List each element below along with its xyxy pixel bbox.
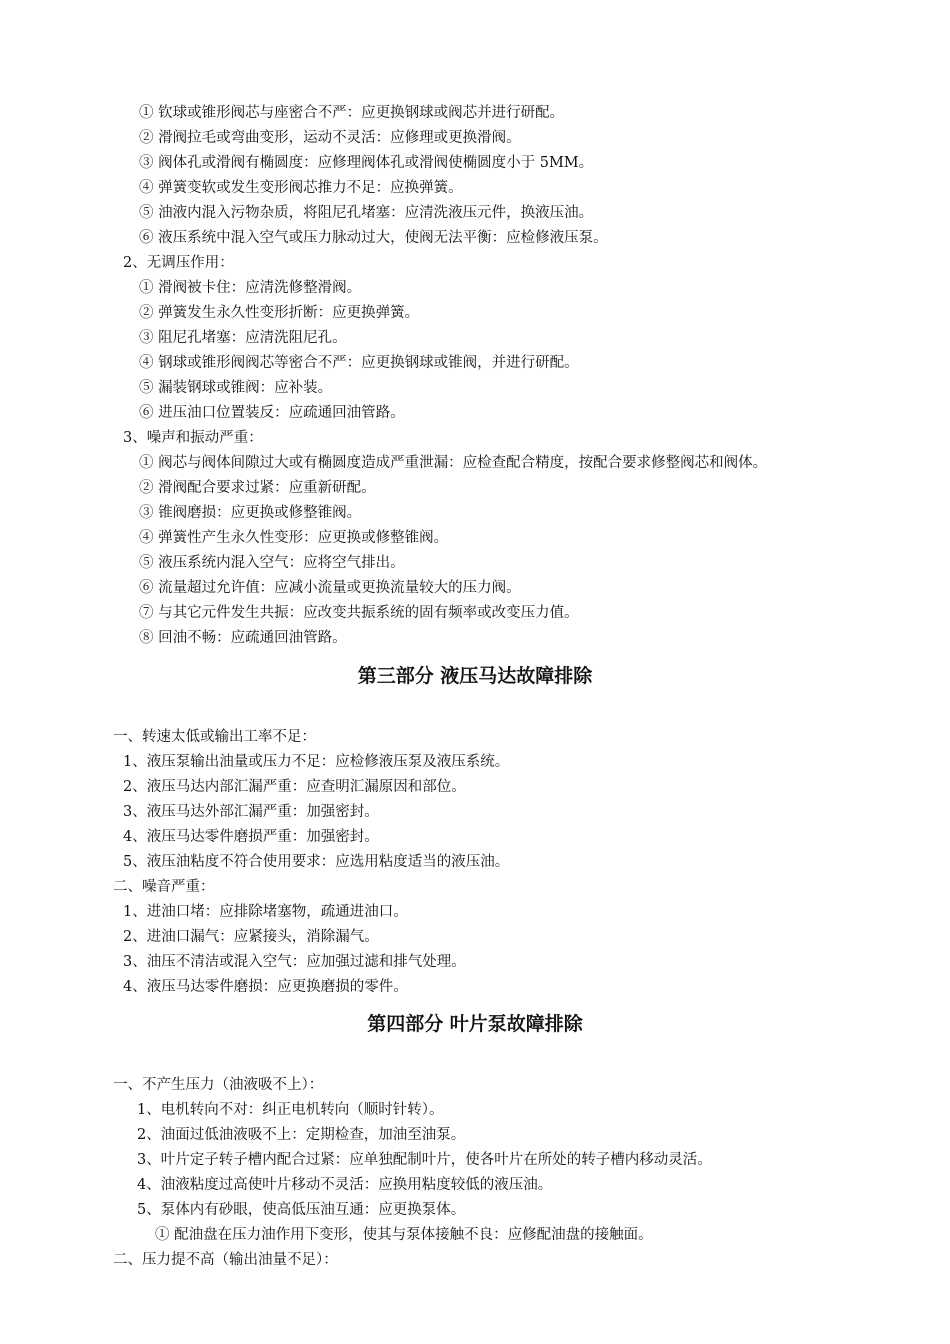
section-title: 二、噪音严重： xyxy=(113,879,215,895)
text-line: 2、液压马达内部汇漏严重：应查明汇漏原因和部位。 xyxy=(123,779,466,795)
text-line: 1、电机转向不对：纠正电机转向（顺时针转）。 xyxy=(137,1102,444,1118)
text-line: 3、叶片定子转子槽内配合过紧：应单独配制叶片，使各叶片在所处的转子槽内移动灵活。 xyxy=(137,1152,712,1168)
text-line: ⑦ 与其它元件发生共振：应改变共振系统的固有频率或改变压力值。 xyxy=(139,605,579,621)
text-line: ⑥ 液压系统中混入空气或压力脉动过大，使阀无法平衡：应检修液压泵。 xyxy=(139,230,608,246)
text-line: ② 滑阀拉毛或弯曲变形，运动不灵活：应修理或更换滑阀。 xyxy=(139,130,521,146)
text-line: ④ 弹簧变软或发生变形阀芯推力不足：应换弹簧。 xyxy=(139,180,463,196)
text-line: 1、液压泵输出油量或压力不足：应检修液压泵及液压系统。 xyxy=(123,754,510,770)
text-line: ① 阀芯与阀体间隙过大或有椭圆度造成严重泄漏：应检查配合精度，按配合要求修整阀芯和阀体。 xyxy=(139,455,768,471)
text-line: 3、油压不清洁或混入空气：应加强过滤和排气处理。 xyxy=(123,954,466,970)
text-line: ⑧ 回油不畅：应疏通回油管路。 xyxy=(139,630,347,646)
text-line: 4、液压马达零件磨损：应更换磨损的零件。 xyxy=(123,979,408,995)
text-line: ⑤ 油液内混入污物杂质，将阻尼孔堵塞：应清洗液压元件，换液压油。 xyxy=(139,205,594,221)
section-title: 二、压力提不高（输出油量不足）： xyxy=(113,1252,338,1268)
section-title: 3、噪声和振动严重： xyxy=(123,430,263,446)
text-line: ① 钦球或锥形阀芯与座密合不严：应更换钢球或阀芯并进行研配。 xyxy=(139,105,565,121)
text-line: ⑥ 流量超过允许值：应减小流量或更换流量较大的压力阀。 xyxy=(139,580,521,596)
text-line: 4、油液粘度过高使叶片移动不灵活：应换用粘度较低的液压油。 xyxy=(137,1177,553,1193)
text-line: 3、液压马达外部汇漏严重：加强密封。 xyxy=(123,804,379,820)
text-line: 2、油面过低油液吸不上：定期检查，加油至油泵。 xyxy=(137,1127,466,1143)
text-line: 2、进油口漏气：应紧接头，消除漏气。 xyxy=(123,929,379,945)
text-line: ③ 阀体孔或滑阀有椭圆度：应修理阀体孔或滑阀使椭圆度小于 5MM。 xyxy=(139,155,594,171)
text-line: 5、泵体内有砂眼，使高低压油互通：应更换泵体。 xyxy=(137,1202,466,1218)
text-line: ② 弹簧发生永久性变形折断：应更换弹簧。 xyxy=(139,305,420,321)
text-line: ① 滑阀被卡住：应清洗修整滑阀。 xyxy=(139,280,362,296)
section-title: 一、转速太低或输出工率不足： xyxy=(113,729,316,745)
text-line: ① 配油盘在压力油作用下变形，使其与泵体接触不良：应修配油盘的接触面。 xyxy=(155,1227,653,1243)
text-line: 1、进油口堵：应排除堵塞物，疏通进油口。 xyxy=(123,904,408,920)
part-heading: 第四部分 叶片泵故障排除 xyxy=(367,1013,583,1035)
text-line: ⑤ 漏装钢球或锥阀：应补装。 xyxy=(139,380,333,396)
text-line: ② 滑阀配合要求过紧：应重新研配。 xyxy=(139,480,376,496)
text-line: ⑥ 进压油口位置装反：应疏通回油管路。 xyxy=(139,405,405,421)
section-title: 一、不产生压力（油液吸不上）： xyxy=(113,1077,324,1093)
text-line: ④ 钢球或锥形阀阀芯等密合不严：应更换钢球或锥阀，并进行研配。 xyxy=(139,355,579,371)
text-line: ③ 锥阀磨损：应更换或修整锥阀。 xyxy=(139,505,362,521)
text-line: ④ 弹簧性产生永久性变形：应更换或修整锥阀。 xyxy=(139,530,449,546)
part-heading: 第三部分 液压马达故障排除 xyxy=(357,665,593,687)
text-line: 5、液压油粘度不符合使用要求：应选用粘度适当的液压油。 xyxy=(123,854,510,870)
text-line: ③ 阻尼孔堵塞：应清洗阻尼孔。 xyxy=(139,330,347,346)
text-line: ⑤ 液压系统内混入空气：应将空气排出。 xyxy=(139,555,405,571)
section-title: 2、无调压作用： xyxy=(123,255,234,271)
text-line: 4、液压马达零件磨损严重：加强密封。 xyxy=(123,829,379,845)
